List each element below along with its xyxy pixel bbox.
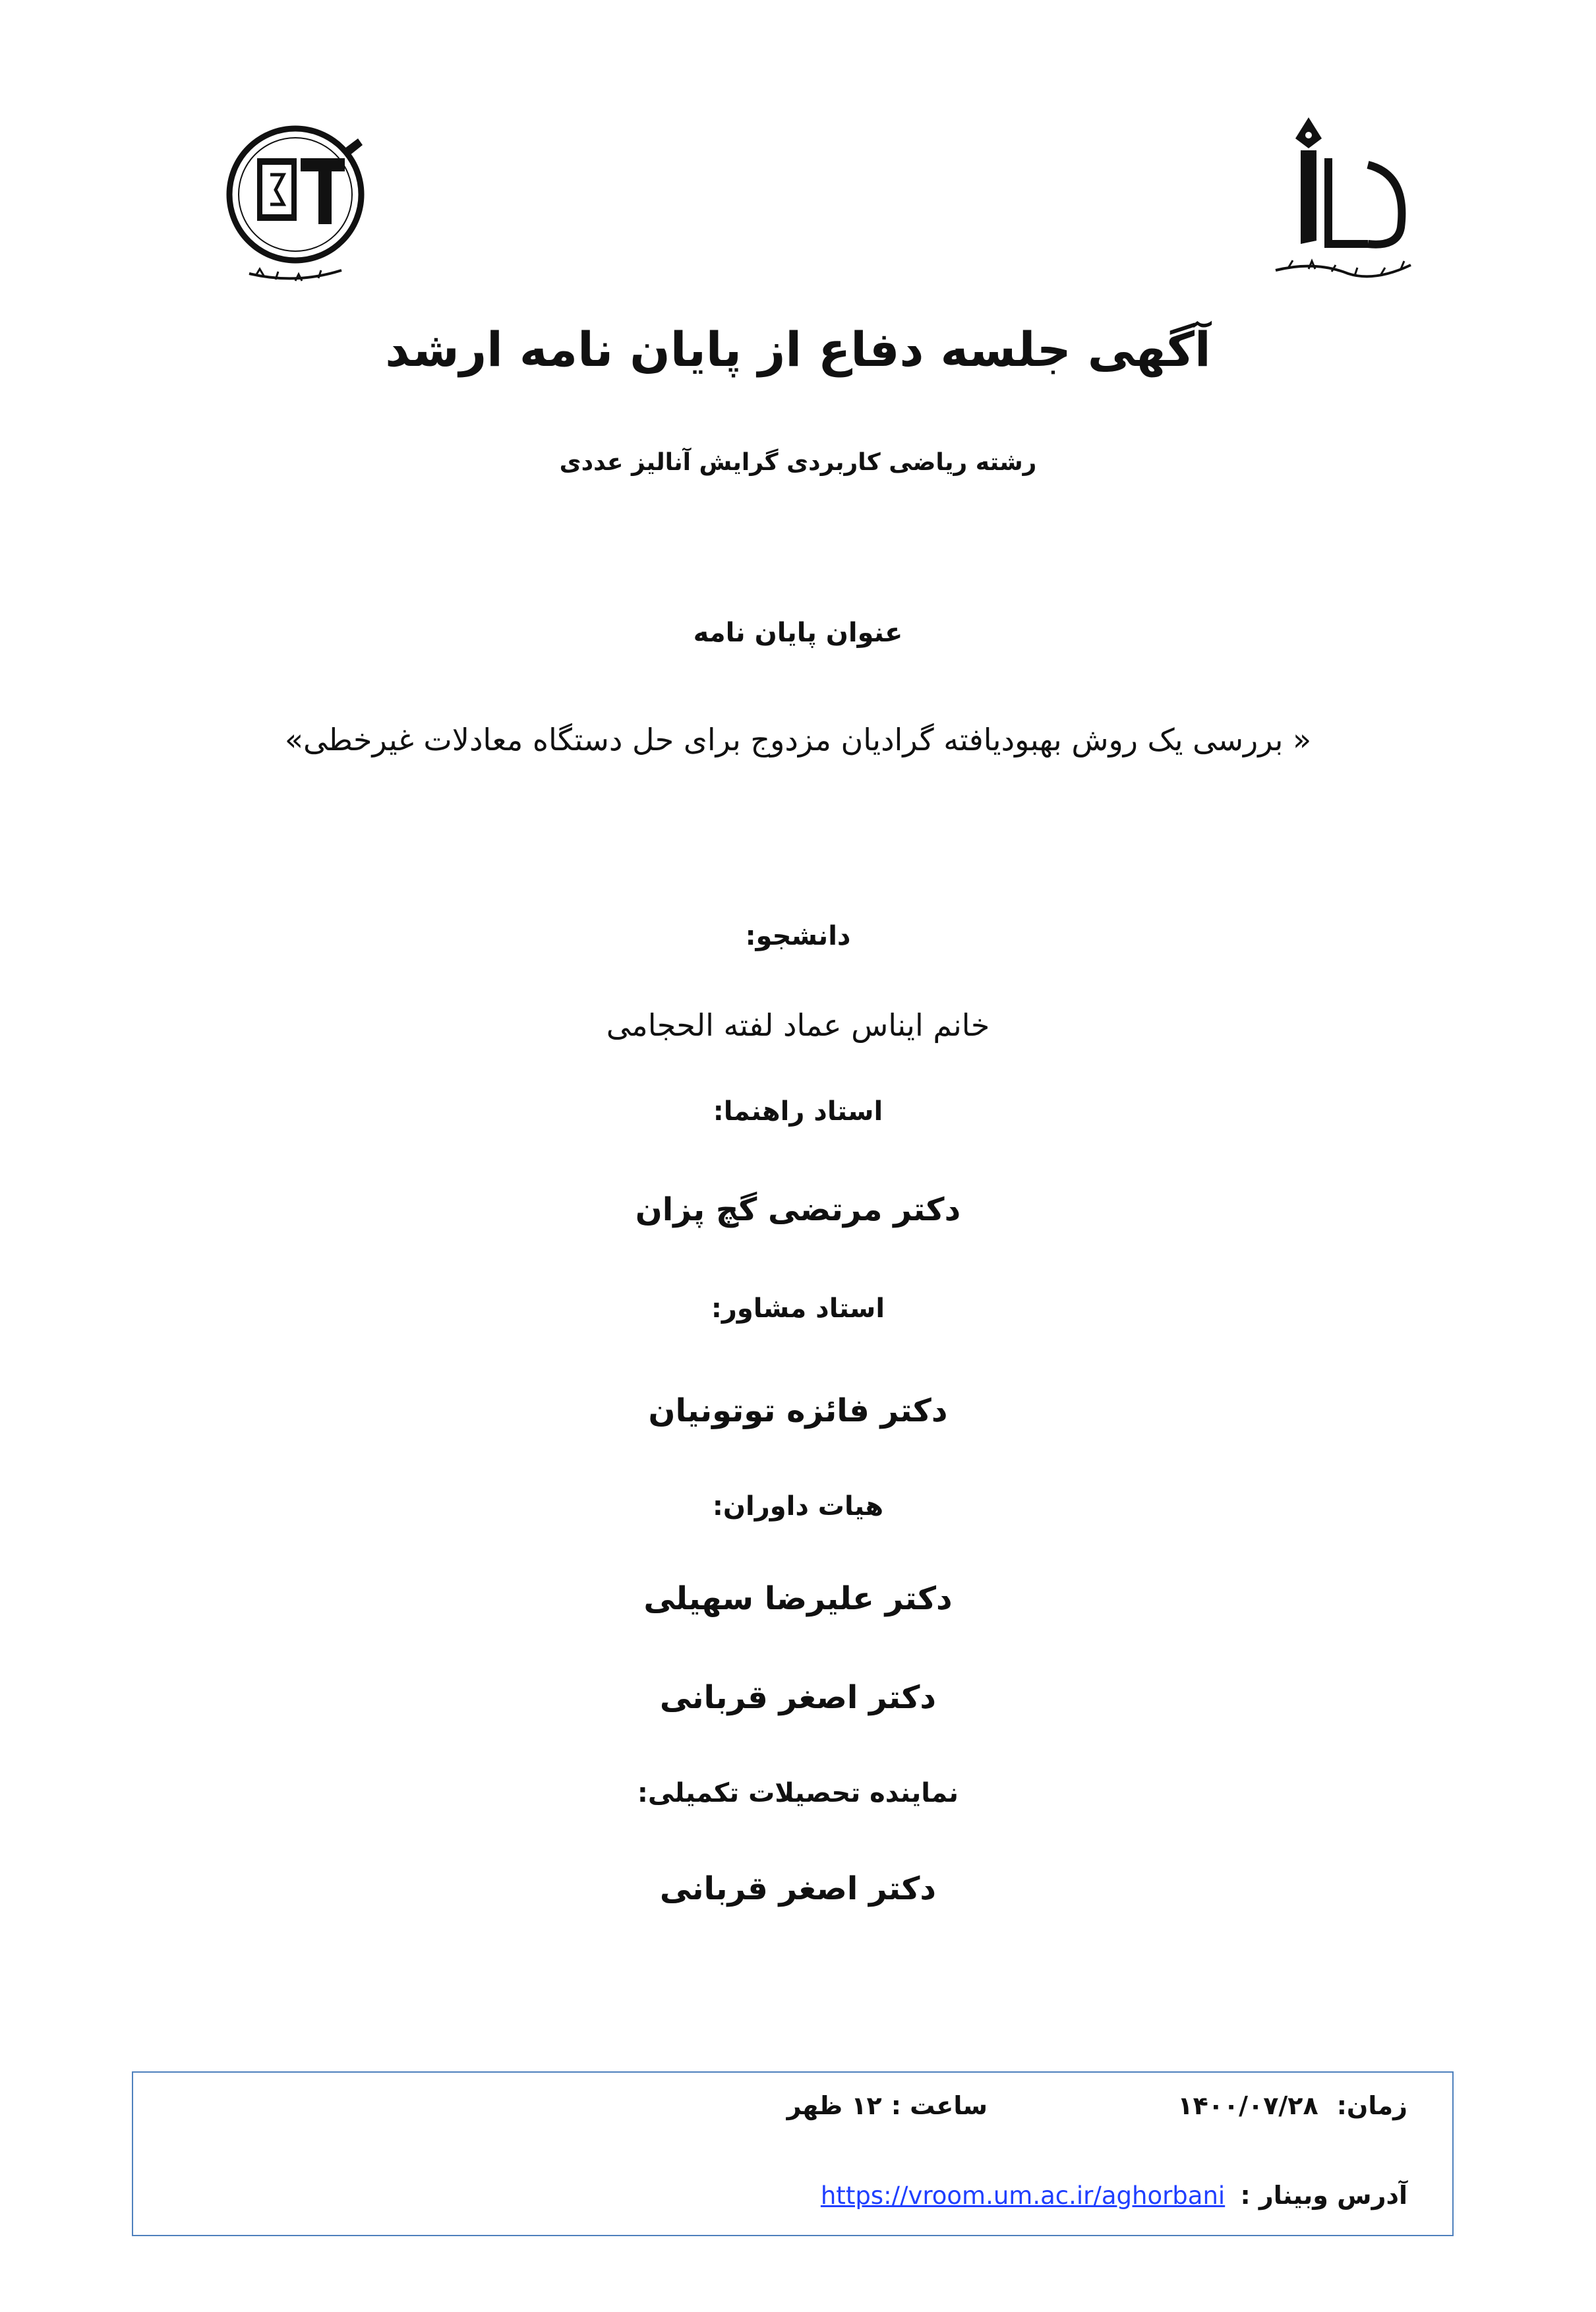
webinar-link[interactable]: https://vroom.um.ac.ir/aghorbani: [820, 2181, 1226, 2210]
university-emblem-icon: [1269, 112, 1417, 290]
advisor-name: دکتر فائزه توتونیان: [648, 1392, 948, 1429]
page-title: آگهی جلسه دفاع از پایان نامه ارشد: [385, 322, 1211, 377]
student-label: دانشجو:: [745, 921, 851, 951]
referee-name-2: دکتر اصغر قربانی: [659, 1679, 937, 1716]
thesis-title: « بررسی یک روش بهبودیافته گرادیان مزدوج برای حل دستگاه معادلات غیرخطی»: [284, 722, 1312, 757]
grad-rep-name: دکتر اصغر قربانی: [659, 1870, 937, 1907]
advisor-label: استاد مشاور:: [711, 1293, 885, 1324]
webinar-row: [821, 2177, 1407, 2214]
grad-rep-label: نماینده تحصیلات تکمیلی:: [637, 1778, 959, 1808]
date-label: زمان:: [1336, 2091, 1407, 2120]
supervisor-name: دکتر مرتضی گچ پزان: [635, 1191, 961, 1228]
schedule-box: [132, 2071, 1454, 2236]
field-subtitle: رشته ریاضی کاربردی گرایش آنالیز عددی: [559, 449, 1037, 476]
time-row: [787, 2087, 988, 2124]
webinar-label: آدرس وبینار :: [1240, 2181, 1407, 2210]
referees-label: هیات داوران:: [712, 1491, 884, 1522]
time-value: ۱۲ ظهر: [786, 2091, 882, 2120]
supervisor-label: استاد راهنما:: [713, 1096, 883, 1127]
date-value: ۱۴۰۰/۰۷/۲۸: [1177, 2091, 1318, 2120]
student-name: خانم ایناس عماد لفته الحجامی: [606, 1007, 990, 1043]
date-row: [1177, 2087, 1407, 2124]
university-logo: [1269, 112, 1417, 290]
referee-name-1: دکتر علیرضا سهیلی: [643, 1580, 953, 1617]
faculty-logo: [210, 112, 382, 290]
faculty-emblem-icon: [210, 112, 382, 290]
thesis-title-label: عنوان پایان نامه: [693, 618, 903, 648]
time-label: ساعت :: [891, 2091, 988, 2120]
